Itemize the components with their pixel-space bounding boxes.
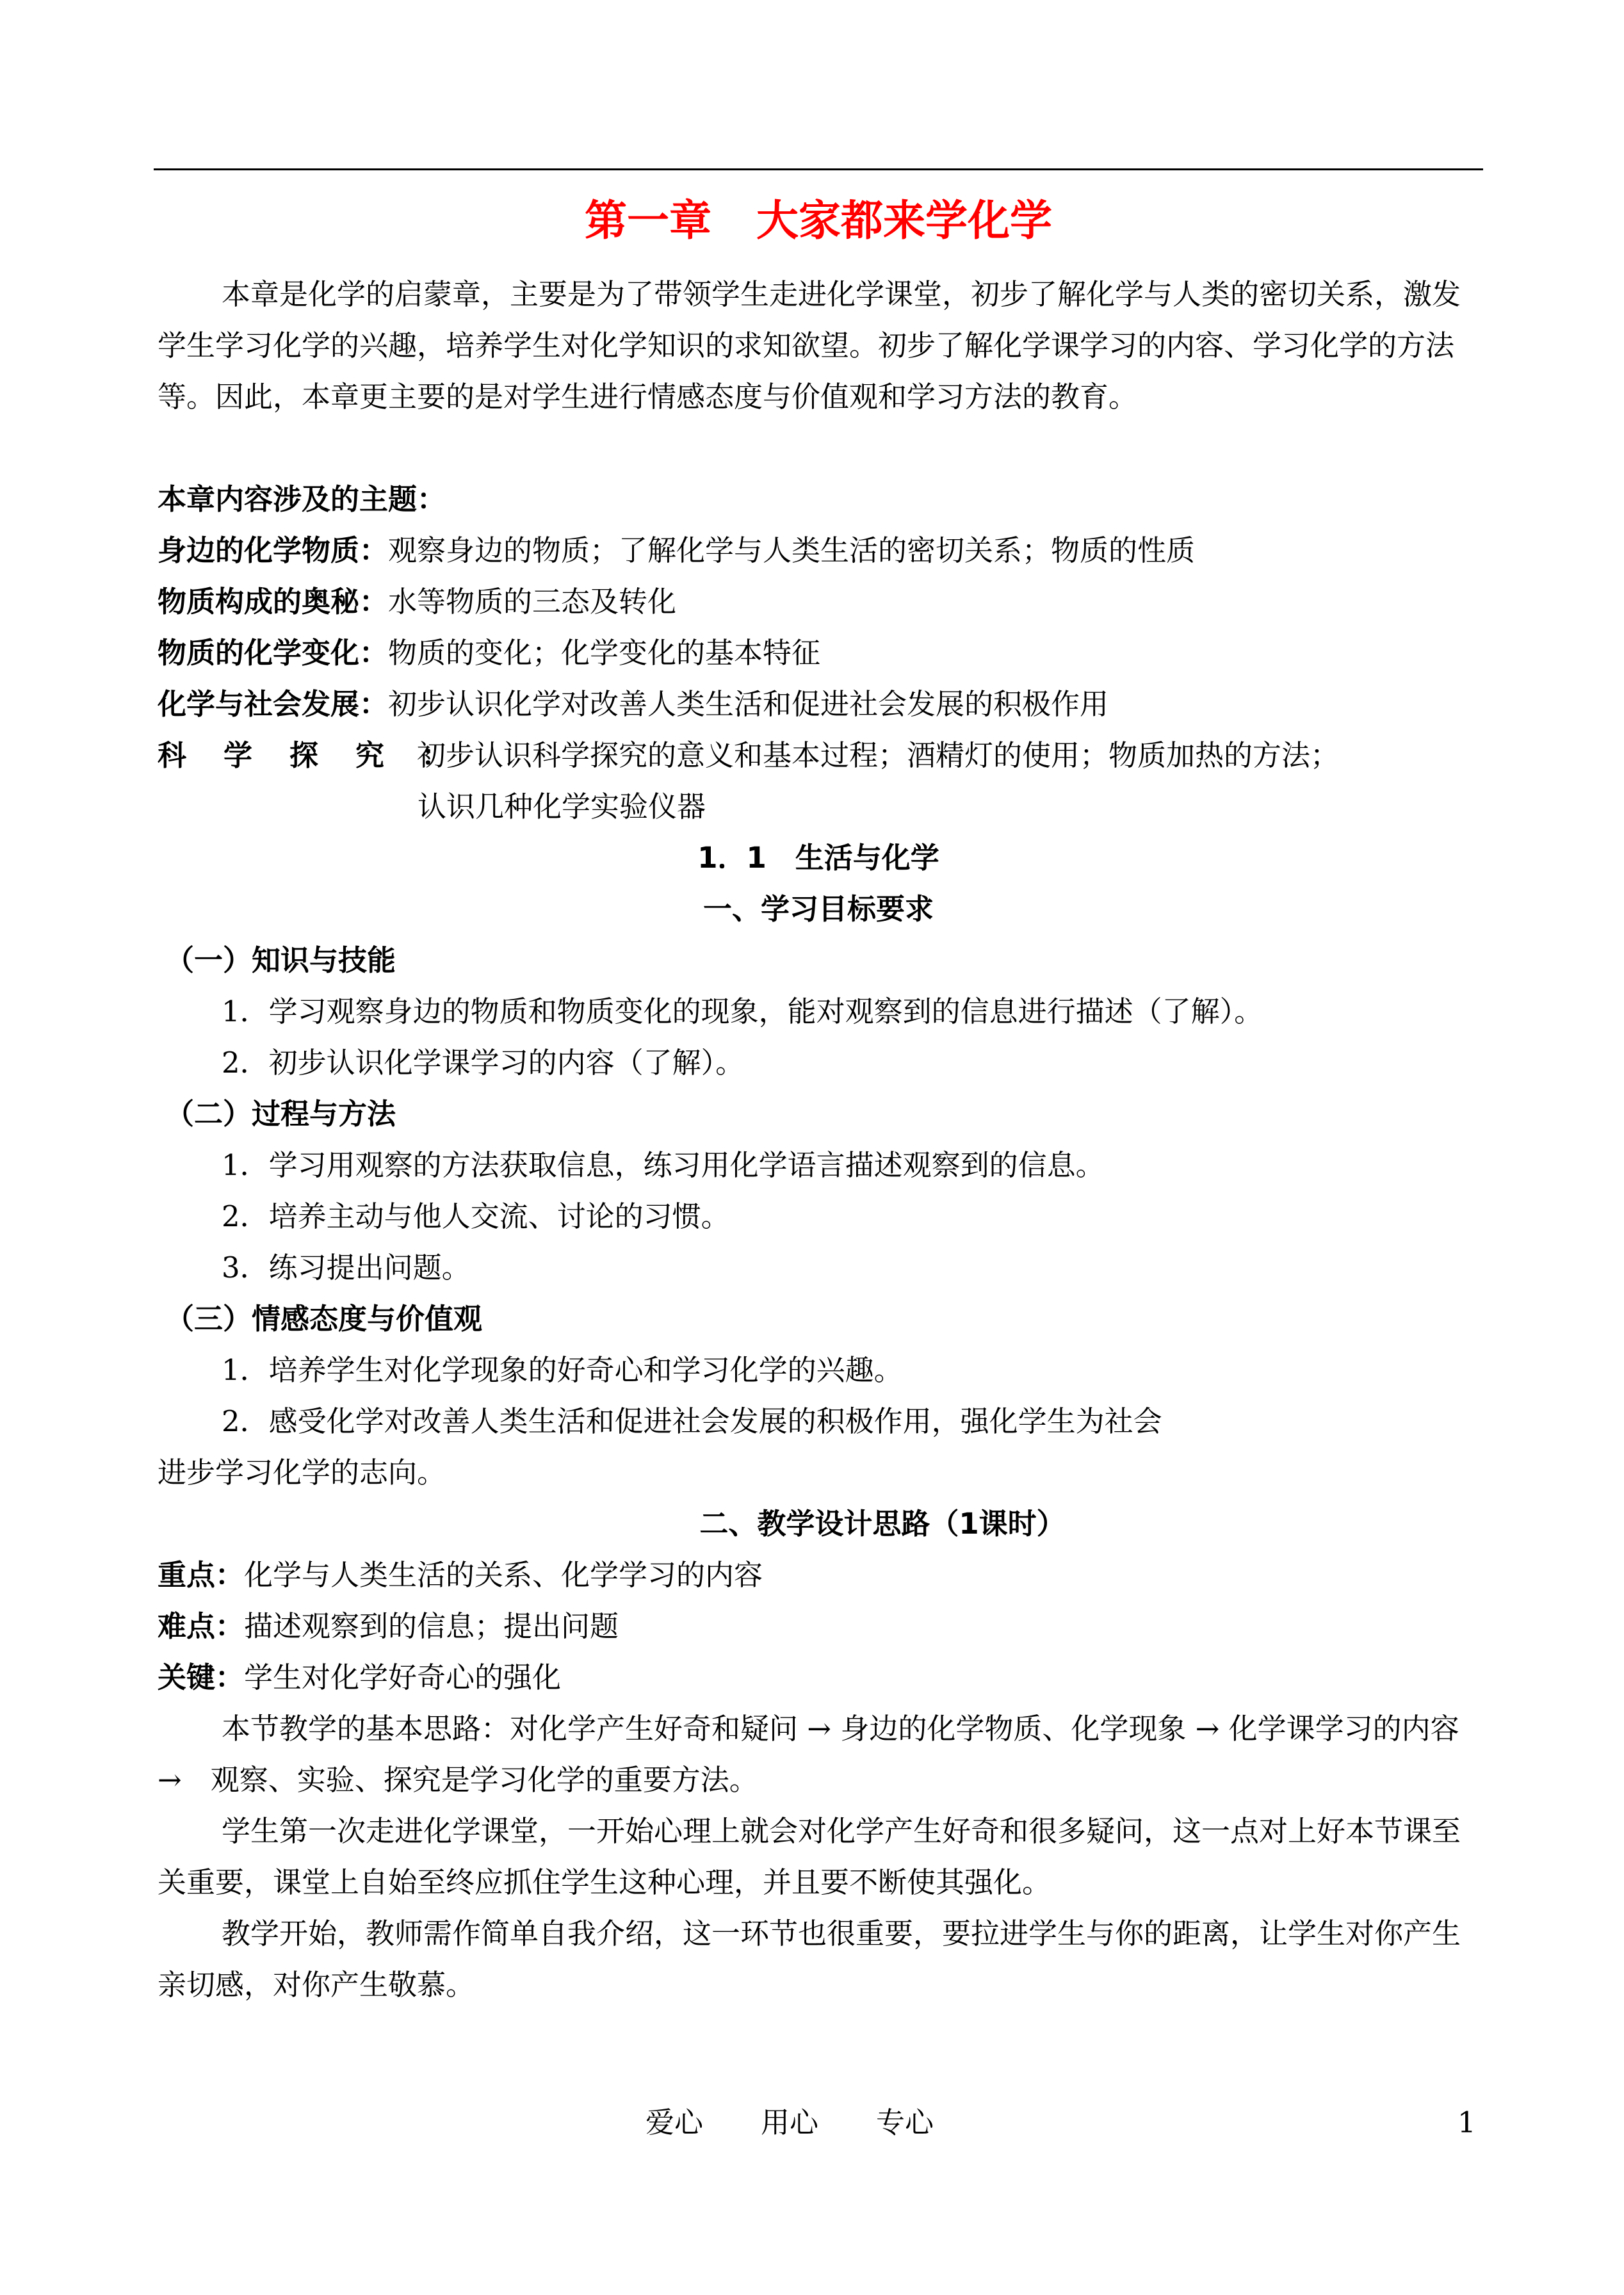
intro-paragraph: 本章是化学的启蒙章，主要是为了带领学生走进化学课堂，初步了解化学与人类的密切关系，激发学生学习化学的兴趣，培养学生对化学知识的求知欲望。初步了解化学课学习的内容、学习化学的方法等。因此，本章更主要的是对学生进行情感态度与价值观和学习方法的教育。 (158, 277, 1461, 414)
footer-word: 用心 (761, 2105, 819, 2139)
themes-heading: 本章内容涉及的主题： (158, 482, 446, 516)
chapter-title (154, 192, 1483, 250)
subsection-heading: 一、学习目标要求 (702, 892, 934, 926)
chapter-name: 大家都来学化学 (756, 196, 1052, 245)
theme-text: 观察身边的物质；了解化学与人类生活的密切关系；物质的性质 (388, 533, 1196, 567)
crux-text: 学生对化学好奇心的强化 (244, 1660, 562, 1694)
footer-motto (646, 2104, 934, 2142)
theme-item (158, 628, 820, 679)
difficulty-text: 描述观察到的信息；提出问题 (244, 1609, 619, 1643)
list-item: 2．感受化学对改善人类生活和促进社会发展的积极作用，强化学生为社会 (222, 1404, 1162, 1438)
theme-item (158, 730, 1339, 781)
theme-text: 物质的变化；化学变化的基本特征 (388, 636, 821, 670)
subsection-heading: 二、教学设计思路（1课时） (699, 1507, 1066, 1541)
crux-label: 关键： (158, 1660, 245, 1694)
footer-word: 专心 (876, 2105, 934, 2139)
body-paragraph: 教学开始，教师需作简单自我介绍，这一环节也很重要，要拉进学生与你的距离，让学生对你产生亲切感，对你产生敬慕。 (158, 1917, 1461, 2002)
difficulty-point (158, 1601, 619, 1652)
list-item-continued: 进步学习化学的志向。 (158, 1456, 446, 1489)
theme-label: 化学与社会发展： (158, 687, 389, 721)
theme-text: 初步认识化学对改善人类生活和促进社会发展的积极作用 (388, 687, 1109, 721)
key-point (158, 1550, 763, 1601)
theme-text: 水等物质的三态及转化 (388, 585, 677, 619)
chapter-number: 第一章 (585, 196, 711, 245)
list-item: 2．培养主动与他人交流、讨论的习惯。 (222, 1199, 730, 1233)
theme-item (158, 679, 1108, 730)
list-item: 1．学习观察身边的物质和物质变化的现象，能对观察到的信息进行描述（了解）。 (222, 994, 1263, 1028)
emotion-heading: （三）情感态度与价值观 (165, 1302, 483, 1336)
crux-point (158, 1652, 561, 1703)
theme-item (158, 576, 676, 628)
process-heading: （二）过程与方法 (165, 1097, 396, 1131)
difficulty-label: 难点： (158, 1609, 245, 1643)
theme-item (158, 525, 1195, 576)
footer-word: 爱心 (646, 2105, 704, 2139)
list-item: 1．学习用观察的方法获取信息，练习用化学语言描述观察到的信息。 (222, 1148, 1105, 1182)
knowledge-heading: （一）知识与技能 (165, 943, 396, 977)
key-text: 化学与人类生活的关系、化学学习的内容 (244, 1558, 763, 1592)
theme-label: 物质构成的奥秘： (158, 585, 389, 619)
list-item: 2．初步认识化学课学习的内容（了解）。 (222, 1046, 745, 1080)
list-item: 3．练习提出问题。 (222, 1251, 471, 1285)
key-label: 重点： (158, 1558, 245, 1592)
list-item: 1．培养学生对化学现象的好奇心和学习化学的兴趣。 (222, 1353, 903, 1387)
theme-text-continued: 认识几种化学实验仪器 (418, 790, 706, 823)
header-rule (154, 168, 1483, 170)
theme-label: 物质的化学变化： (158, 636, 389, 670)
theme-text: 初步认识科学探究的意义和基本过程；酒精灯的使用；物质加热的方法； (417, 738, 1340, 772)
page-number: 1 (1458, 2105, 1476, 2139)
section-title: 1．1 生活与化学 (697, 841, 939, 875)
theme-label: 身边的化学物质： (158, 533, 389, 567)
theme-label: 科学探究： (158, 738, 488, 772)
body-paragraph: 学生第一次走进化学课堂，一开始心理上就会对化学产生好奇和很多疑问，这一点对上好本节课至关重要，课堂上自始至终应抓住学生这种心理，并且要不断使其强化。 (158, 1814, 1461, 1899)
body-paragraph: 本节教学的基本思路：对化学产生好奇和疑问 → 身边的化学物质、化学现象 → 化学课学习的内容 → 观察、实验、探究是学习化学的重要方法。 (158, 1712, 1488, 1797)
